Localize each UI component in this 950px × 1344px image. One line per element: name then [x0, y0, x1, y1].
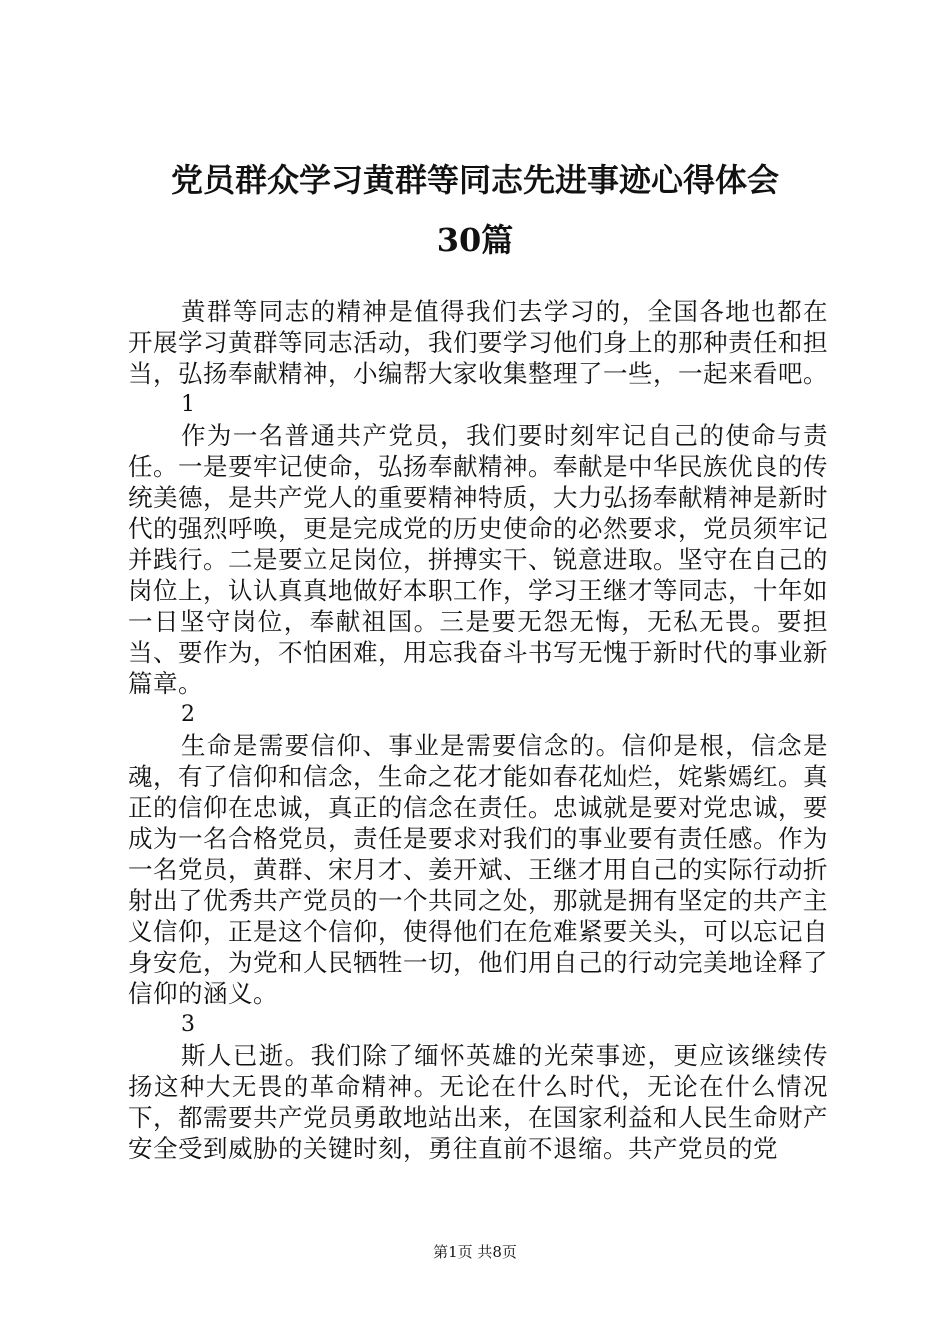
document-title-line1: 党员群众学习黄群等同志先进事迹心得体会 [170, 161, 779, 199]
section-number: 3 [181, 1012, 195, 1037]
page-footer: 第1页 共8页 [433, 1243, 517, 1261]
section-paragraph: 斯人已逝。我们除了缅怀英雄的光荣事迹，更应该继续传扬这种大无畏的革命精神。无论在什么时代，无论在什么情况下，都需要共产党员勇敢地站出来，在国家利益和人民生命财产安全受到威胁的关键时刻，勇往直前不退缩。共产党员的党 [128, 1041, 828, 1163]
intro-paragraph: 黄群等同志的精神是值得我们去学习的，全国各地也都在开展学习黄群等同志活动，我们要学习他们身上的那种责任和担当，弘扬奉献精神，小编帮大家收集整理了一些，一起来看吧。 [128, 297, 828, 388]
section-paragraph: 生命是需要信仰、事业是需要信念的。信仰是根，信念是魂，有了信仰和信念，生命之花才能如春花灿烂，姹紫嫣红。真正的信仰在忠诚，真正的信念在责任。忠诚就是要对党忠诚，要成为一名合格党员，责任是要求对我们的事业要有责任感。作为一名党员，黄群、宋月才、姜开斌、王继才用自己的实际行动折射出了优秀共产党员的一个共同之处，那就是拥有坚定的共产主义信仰，正是这个信仰，使得他们在危难紧要关头，可以忘记自身安危，为党和人民牺牲一切，他们用自己的行动完美地诠释了信仰的涵义。 [128, 731, 828, 1008]
section-paragraph: 作为一名普通共产党员，我们要时刻牢记自己的使命与责任。一是要牢记使命，弘扬奉献精神。奉献是中华民族优良的传统美德，是共产党人的重要精神特质，大力弘扬奉献精神是新时代的强烈呼唤，更是完成党的历史使命的必然要求，党员须牢记并践行。二是要立足岗位，拼搏实干、锐意进取。坚守在自己的岗位上，认认真真地做好本职工作，学习王继才等同志，十年如一日坚守岗位，奉献祖国。三是要无怨无悔，无私无畏。要担当、要作为，不怕困难，用忘我奋斗书写无愧于新时代的事业新篇章。 [128, 421, 828, 698]
section-number: 1 [181, 392, 195, 417]
document-body [128, 296, 828, 1164]
document-title-line2: 30篇 [436, 221, 514, 259]
section-number: 2 [181, 702, 195, 727]
